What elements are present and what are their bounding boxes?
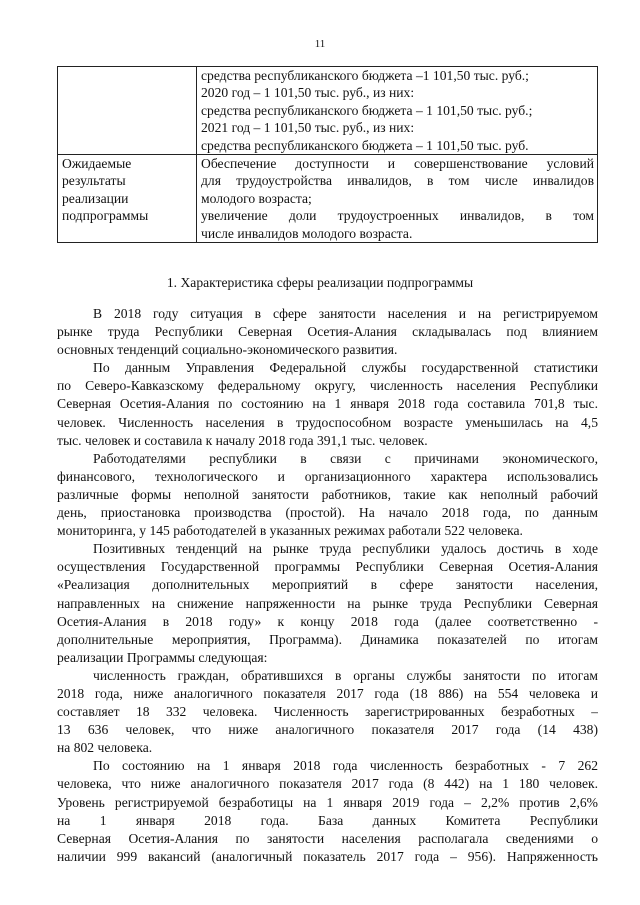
text-line: 13 636 человек, что ниже аналогичного показателя 2017 года (14 438) <box>57 722 598 738</box>
table-line: 2020 год – 1 101,50 тыс. руб., из них: <box>201 85 415 101</box>
text-line: Северная Осетия-Алания по занятости населения располагала сведениями о <box>57 830 598 846</box>
text-line: направленных на снижение напряженности на рынке труда Республики Северная <box>57 595 598 611</box>
table-cell-value <box>197 155 598 243</box>
table-line: средства республиканского бюджета – 1 101,50 тыс. руб. <box>201 137 529 153</box>
text-line: Осетия-Алания в 2018 году» к концу 2018 года (далее соответственно - <box>57 613 598 629</box>
text-line: Позитивных тенденций на рынке труда республики удалось достичь в ходе <box>93 541 598 557</box>
table-line: 2021 год – 1 101,50 тыс. руб., из них: <box>201 120 415 136</box>
text-line: человек. Численность населения в трудоспособном возрасте уменьшилась на 4,5 <box>57 414 598 430</box>
table-row <box>58 155 598 243</box>
table-row <box>58 67 598 155</box>
text-line: на 802 человека. <box>57 740 153 756</box>
text-line: на 1 января 2018 года. База данных Комитета Республики <box>57 812 598 828</box>
table-line: Обеспечение доступности и совершенствование условий <box>201 156 594 172</box>
table-cell-label <box>58 155 197 243</box>
text-line: По данным Управления Федеральной службы государственной статистики <box>93 360 598 376</box>
table-label-line: реализации <box>62 190 129 206</box>
text-line: По состоянию на 1 января 2018 года численность безработных - 7 262 <box>93 758 598 774</box>
text-line: дополнительные мероприятия, Программа). Динамика показателей по итогам <box>57 631 598 647</box>
text-line: день, приостановка производства (простой). На начало 2018 года, по данным <box>57 505 598 521</box>
text-line: численность граждан, обратившихся в органы службы занятости по итогам <box>93 667 598 683</box>
subprogram-passport-table <box>57 66 598 243</box>
table-label-line: результаты <box>62 173 126 189</box>
text-line: по Северо-Кавказскому федеральному округу, численность населения Республики <box>57 378 598 394</box>
page-number: 11 <box>314 38 326 50</box>
body-text <box>57 305 598 866</box>
text-line: рынке труда Республики Северная Осетия-Алания складывалась под влиянием <box>57 324 598 340</box>
table-line: увеличение доли трудоустроенных инвалидов, в том <box>201 208 594 224</box>
table-line: средства республиканского бюджета –1 101,50 тыс. руб.; <box>201 68 529 83</box>
text-line: мониторинга, у 145 работодателей в указанных режимах работали 522 человека. <box>57 523 523 539</box>
text-line: Уровень регистрируемой безработицы на 1 января 2019 года – 2,2% против 2,6% <box>57 794 598 810</box>
section-title: 1. Характеристика сферы реализации подпрограммы <box>166 275 474 290</box>
text-line: В 2018 году ситуация в сфере занятости населения и на регистрируемом <box>93 306 598 321</box>
table-line: молодого возраста; <box>201 190 312 206</box>
table-cell-label <box>58 67 197 155</box>
text-line: «Реализация дополнительных мероприятий в сфере занятости населения, <box>57 577 598 593</box>
text-line: Северная Осетия-Алания по состоянию на 1 января 2018 года составила 701,8 тыс. <box>57 396 598 412</box>
text-line: тыс. человек и составила к началу 2018 года 391,1 тыс. человек. <box>57 432 428 448</box>
text-line: различные формы неполной занятости работников, такие как неполный рабочий <box>57 486 598 502</box>
text-line: 2018 года, ниже аналогичного показателя 2017 года (18 886) на 554 человека и <box>57 685 598 701</box>
table-label-line: подпрограммы <box>62 208 149 224</box>
text-line: осуществления Государственной программы Республики Северная Осетия-Алания <box>57 559 598 575</box>
table-line: для трудоустройства инвалидов, в том числе инвалидов <box>201 173 594 189</box>
table-line: средства республиканского бюджета – 1 101,50 тыс. руб.; <box>201 102 533 118</box>
text-line: финансового, технологического и организационного характера использовались <box>57 468 598 484</box>
text-line: человека, что ниже аналогичного показателя 2017 года (8 442) на 1 180 человек. <box>57 776 598 792</box>
text-line: реализации Программы следующая: <box>57 649 268 665</box>
table-label-line: Ожидаемые <box>62 156 132 172</box>
text-line: Работодателями республики в связи с причинами экономического, <box>93 450 598 466</box>
table-cell-value <box>197 67 598 155</box>
text-line: составляет 18 332 человека. Численность зарегистрированных безработных – <box>57 704 598 720</box>
text-line: основных тенденций социально-экономического развития. <box>57 342 398 358</box>
table-line: числе инвалидов молодого возраста. <box>201 225 413 241</box>
text-line: наличии 999 вакансий (аналогичный показатель 2017 года – 956). Напряженность <box>57 848 598 864</box>
